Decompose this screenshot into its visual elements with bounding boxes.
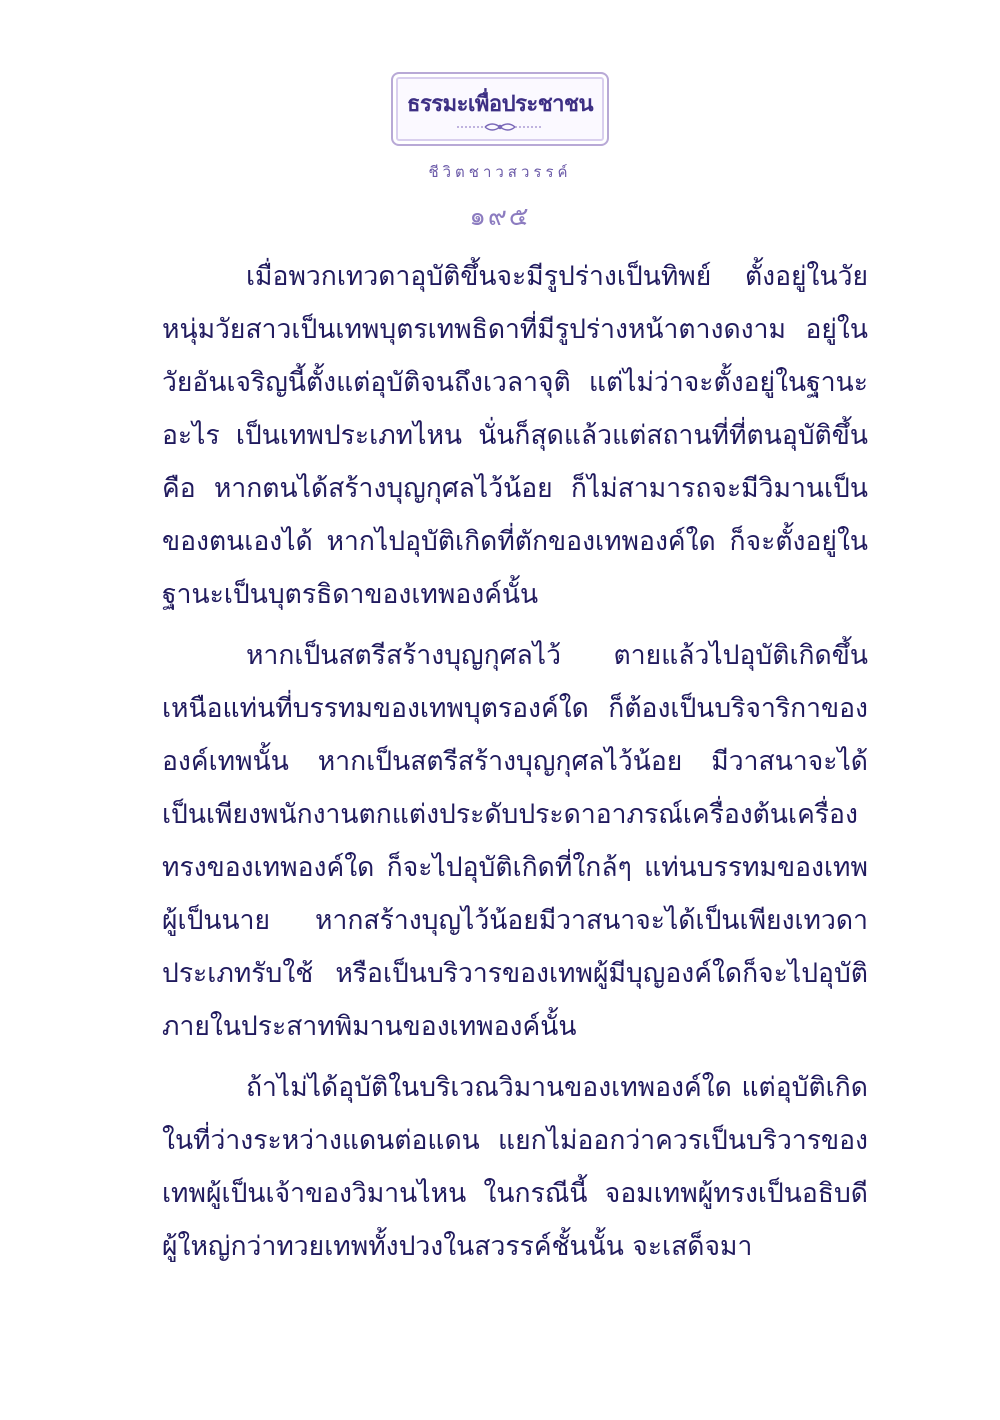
body-text — [162, 250, 868, 1281]
paragraph: หากเป็นสตรีสร้างบุญกุศลไว้ ตายแล้วไปอุบัติเกิดขึ้นเหนือแท่นที่บรรทมของเทพบุตรองค์ใด ก็ต้องเป็นบริจาริกาขององค์เทพนั้น หากเป็นสตรีสร้างบุญกุศลไว้น้อย มีวาสนาจะได้เป็นเพียงพนักงานตกแต่งประดับประดาอาภรณ์เครื่องต้นเครื่องทรงของเทพองค์ใด ก็จะไปอุบัติเกิดที่ใกล้ๆ แท่นบรรทมของเทพผู้เป็นนาย หากสร้างบุญไว้น้อยมีวาสนาจะได้เป็นเพียงเทวดาประเภทรับใช้ หรือเป็นบริวารของเทพผู้มีบุญองค์ใดก็จะไปอุบัติภายในประสาทพิมานของเทพองค์นั้น — [162, 640, 868, 1042]
paragraph: ถ้าไม่ได้อุบัติในบริเวณวิมานของเทพองค์ใด แต่อุบัติเกิดในที่ว่างระหว่างแดนต่อแดน แยกไม่ออกว่าควรเป็นบริวารของเทพผู้เป็นเจ้าของวิมานไหน ในกรณีนี้ จอมเทพผู้ทรงเป็นอธิบดีผู้ใหญ่กว่าทวยเทพทั้งปวงในสวรรค์ชั้นนั้น จะเสด็จมา — [162, 1072, 868, 1262]
paragraph: เมื่อพวกเทวดาอุบัติขึ้นจะมีรูปร่างเป็นทิพย์ ตั้งอยู่ในวัยหนุ่มวัยสาวเป็นเทพบุตรเทพธิดาที่มีรูปร่างหน้าตางดงาม อยู่ในวัยอันเจริญนี้ตั้งแต่อุบัติจนถึงเวลาจุติ แต่ไม่ว่าจะตั้งอยู่ในฐานะอะไร เป็นเทพประเภทไหน นั่นก็สุดแล้วแต่สถานที่ที่ตนอุบัติขึ้น คือ หากตนได้สร้างบุญกุศลไว้น้อย ก็ไม่สามารถจะมีวิมานเป็นของตนเองได้ หากไปอุบัติเกิดที่ตักของเทพองค์ใด ก็จะตั้งอยู่ในฐานะเป็นบุตรธิดาของเทพองค์นั้น — [162, 261, 868, 610]
ornament-icon — [455, 120, 545, 134]
page-header — [0, 72, 1000, 237]
logo — [391, 72, 609, 146]
series-title: ชีวิตชาวสวรรค์ — [428, 163, 572, 181]
page-number: ๑๙๕ — [469, 202, 531, 232]
logo-text: ธรรมะเพื่อประชาชน — [407, 92, 593, 117]
